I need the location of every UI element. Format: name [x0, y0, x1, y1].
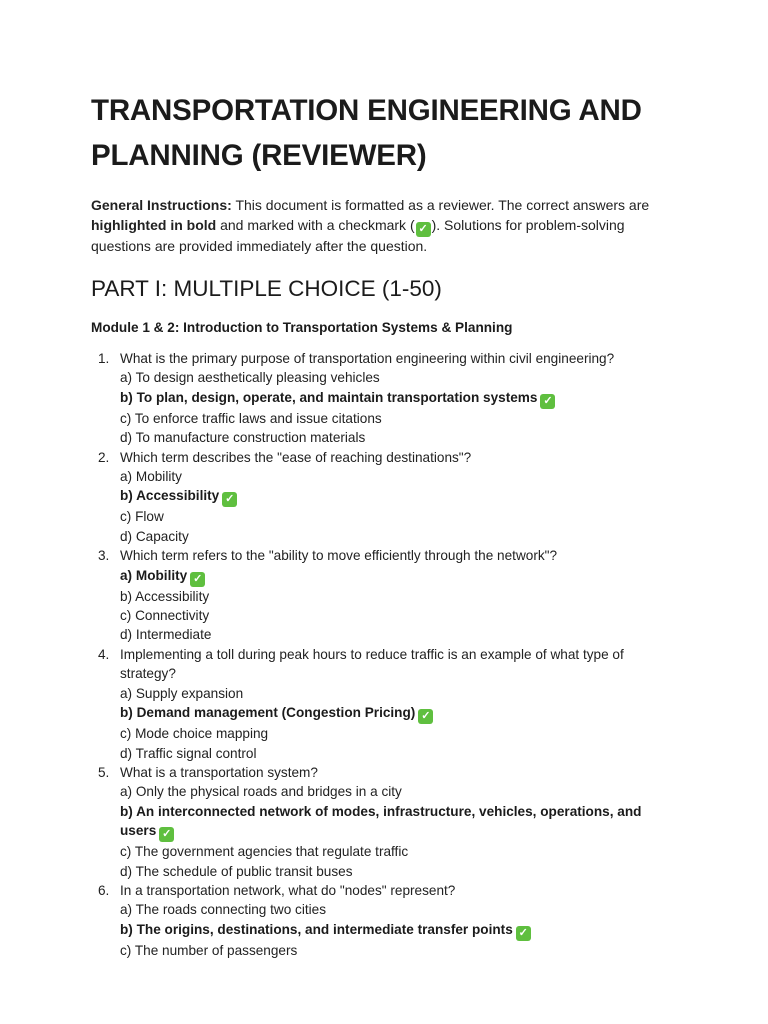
question-text: In a transportation network, what do "nodes" represent? — [120, 882, 456, 898]
option-d: d) Intermediate — [120, 627, 212, 643]
question-list — [91, 349, 678, 960]
check-mark-button-icon: ✓ — [222, 492, 237, 507]
option-b: b) Accessibility — [120, 588, 210, 604]
question-item — [91, 448, 678, 547]
question-item — [91, 645, 678, 763]
question-text: Implementing a toll during peak hours to reduce traffic is an example of what type of strategy? — [120, 646, 624, 682]
question-number: 4. — [98, 646, 110, 662]
question-number: 3. — [98, 548, 110, 564]
option-d: d) The schedule of public transit buses — [120, 863, 353, 879]
option-a: a) The roads connecting two cities — [120, 902, 327, 918]
instructions-text-1: This document is formatted as a reviewer. The correct answers are — [231, 197, 650, 213]
option-d: d) To manufacture construction materials — [120, 430, 366, 446]
question-text: What is a transportation system? — [120, 764, 318, 780]
option-c: c) The government agencies that regulate traffic — [120, 844, 409, 860]
option-b-correct: b) An interconnected network of modes, infrastructure, vehicles, operations, and users ✓ — [120, 803, 642, 841]
option-a-correct: a) Mobility ✓ — [120, 566, 678, 587]
question-number: 2. — [98, 449, 110, 465]
question-item — [91, 349, 678, 448]
instructions-text-2: and marked with a checkmark ( — [216, 216, 415, 233]
question-text: What is the primary purpose of transportation engineering within civil engineering? — [120, 351, 615, 366]
question-number: 1. — [98, 351, 110, 366]
option-c: c) Connectivity — [120, 608, 210, 624]
option-a: a) Only the physical roads and bridges in a city — [120, 784, 402, 800]
instructions-text-3: ). Solutions for problem-solving questions are provided immediately after the question. — [91, 216, 625, 254]
option-b-correct: b) Demand management (Congestion Pricing) ✓ — [120, 703, 678, 724]
option-b-correct: b) The origins, destinations, and intermediate transfer points ✓ — [120, 920, 678, 941]
check-mark-button-icon: ✓ — [190, 572, 205, 587]
option-c: c) Flow — [120, 509, 164, 525]
option-b-correct: b) To plan, design, operate, and maintain transportation systems ✓ — [120, 388, 678, 409]
instructions-bold-text: highlighted in bold — [91, 216, 217, 233]
question-item — [91, 546, 678, 645]
option-a: a) Mobility — [120, 469, 182, 485]
question-number: 6. — [98, 882, 110, 898]
part-heading: PART I: MULTIPLE CHOICE (1-50) — [91, 276, 442, 301]
check-mark-button-icon: ✓ — [159, 827, 174, 842]
question-text: Which term refers to the "ability to move efficiently through the network"? — [120, 548, 558, 564]
question-text: Which term describes the "ease of reaching destinations"? — [120, 449, 472, 465]
option-d: d) Traffic signal control — [120, 745, 257, 761]
option-a: a) Supply expansion — [120, 685, 244, 701]
check-mark-button-icon: ✓ — [418, 709, 433, 724]
option-d: d) Capacity — [120, 528, 189, 544]
option-c: c) The number of passengers — [120, 942, 298, 958]
option-c: c) To enforce traffic laws and issue citations — [120, 410, 382, 426]
check-mark-button-icon: ✓ — [540, 394, 555, 409]
general-instructions — [91, 196, 678, 256]
option-a: a) To design aesthetically pleasing vehicles — [120, 370, 380, 386]
option-b-correct: b) Accessibility ✓ — [120, 486, 678, 507]
question-item — [91, 881, 678, 960]
document-title: TRANSPORTATION ENGINEERING AND PLANNING (REVIEWER) — [91, 94, 642, 172]
question-number: 5. — [98, 764, 110, 780]
question-item — [91, 763, 678, 881]
check-mark-button-icon: ✓ — [516, 926, 531, 941]
option-c: c) Mode choice mapping — [120, 726, 269, 742]
check-mark-button-icon: ✓ — [416, 222, 431, 237]
instructions-label: General Instructions: — [91, 197, 232, 213]
module-heading: Module 1 & 2: Introduction to Transportation Systems & Planning — [91, 320, 513, 335]
